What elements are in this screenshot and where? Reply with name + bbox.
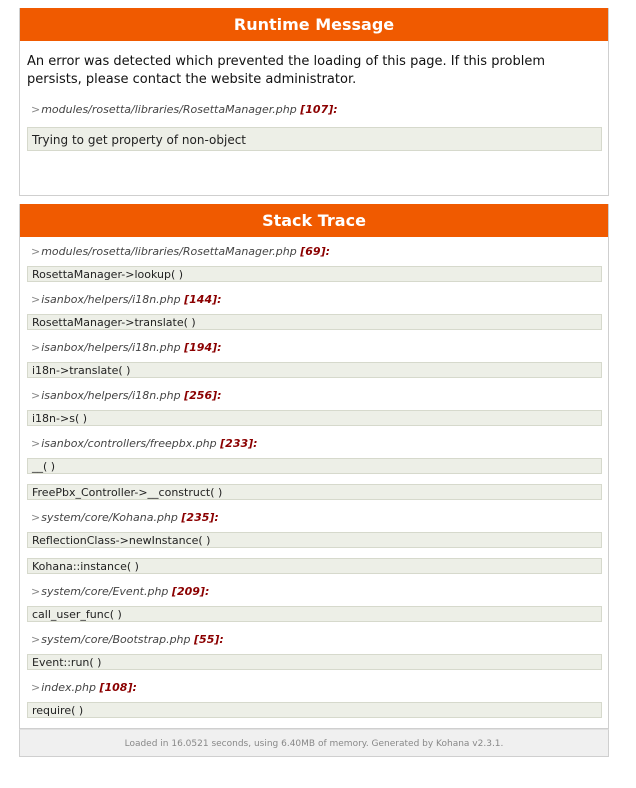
trace-frame xyxy=(27,289,602,330)
trace-frame xyxy=(27,385,602,426)
trace-file-line xyxy=(27,241,602,263)
page-footer: Loaded in 16.0521 seconds, using 6.40MB of memory. Generated by Kohana v2.3.1. xyxy=(19,729,609,757)
stack-trace-list xyxy=(20,237,608,718)
trace-code: ReflectionClass->newInstance( ) xyxy=(27,532,602,548)
trace-file-path: system/core/Bootstrap.php xyxy=(41,633,191,646)
pointer-glyph: > xyxy=(31,681,41,694)
error-file-path: modules/rosetta/libraries/RosettaManager.php xyxy=(41,103,297,116)
trace-file-path: isanbox/helpers/i18n.php xyxy=(41,389,181,402)
trace-line-number: [108]: xyxy=(99,681,137,694)
trace-frame xyxy=(27,677,602,718)
trace-line-number: [233]: xyxy=(220,437,258,450)
trace-file-line xyxy=(27,337,602,359)
trace-file-path: index.php xyxy=(41,681,96,694)
pointer-glyph: > xyxy=(31,341,41,354)
trace-code: RosettaManager->translate( ) xyxy=(27,314,602,330)
pointer-glyph: > xyxy=(31,585,41,598)
trace-file-path: isanbox/helpers/i18n.php xyxy=(41,341,181,354)
trace-file-line xyxy=(27,629,602,651)
stack-trace-panel xyxy=(19,204,609,729)
trace-file-path: isanbox/controllers/freepbx.php xyxy=(41,437,217,450)
trace-frame xyxy=(27,507,602,574)
pointer-glyph: > xyxy=(31,437,41,450)
error-file-line xyxy=(27,99,602,121)
pointer-glyph: > xyxy=(31,103,41,116)
runtime-message-panel xyxy=(19,8,609,196)
trace-file-line xyxy=(27,677,602,699)
trace-line-number: [256]: xyxy=(184,389,222,402)
error-message: An error was detected which prevented the loading of this page. If this problem persists, please contact the website administrator. xyxy=(27,54,545,87)
trace-file-path: system/core/Event.php xyxy=(41,585,169,598)
trace-code: i18n->s( ) xyxy=(27,410,602,426)
runtime-message-title: Runtime Message xyxy=(20,8,608,41)
trace-file-path: isanbox/helpers/i18n.php xyxy=(41,293,181,306)
error-page xyxy=(19,8,607,757)
trace-frame xyxy=(27,433,602,500)
trace-code-secondary: FreePbx_Controller->__construct( ) xyxy=(27,484,602,500)
error-detail: Trying to get property of non-object xyxy=(27,127,602,151)
trace-code: call_user_func( ) xyxy=(27,606,602,622)
trace-code: __( ) xyxy=(27,458,602,474)
trace-code: Event::run( ) xyxy=(27,654,602,670)
trace-code: require( ) xyxy=(27,702,602,718)
trace-frame xyxy=(27,337,602,378)
trace-file-path: modules/rosetta/libraries/RosettaManager.php xyxy=(41,245,297,258)
trace-file-line xyxy=(27,581,602,603)
trace-line-number: [69]: xyxy=(300,245,330,258)
trace-code: i18n->translate( ) xyxy=(27,362,602,378)
pointer-glyph: > xyxy=(31,511,41,524)
trace-line-number: [235]: xyxy=(181,511,219,524)
pointer-glyph: > xyxy=(31,293,41,306)
trace-line-number: [144]: xyxy=(184,293,222,306)
trace-file-line xyxy=(27,433,602,455)
pointer-glyph: > xyxy=(31,633,41,646)
error-line-number: [107]: xyxy=(300,103,338,116)
trace-file-line xyxy=(27,385,602,407)
trace-frame xyxy=(27,241,602,282)
trace-file-line xyxy=(27,507,602,529)
trace-line-number: [55]: xyxy=(194,633,224,646)
trace-frame xyxy=(27,581,602,622)
trace-file-line xyxy=(27,289,602,311)
trace-line-number: [209]: xyxy=(171,585,210,598)
pointer-glyph: > xyxy=(31,389,41,402)
trace-frame xyxy=(27,629,602,670)
stack-trace-title: Stack Trace xyxy=(20,204,608,237)
trace-line-number: [194]: xyxy=(184,341,222,354)
trace-file-path: system/core/Kohana.php xyxy=(41,511,178,524)
trace-code: RosettaManager->lookup( ) xyxy=(27,266,602,282)
pointer-glyph: > xyxy=(31,245,41,258)
trace-code-secondary: Kohana::instance( ) xyxy=(27,558,602,574)
